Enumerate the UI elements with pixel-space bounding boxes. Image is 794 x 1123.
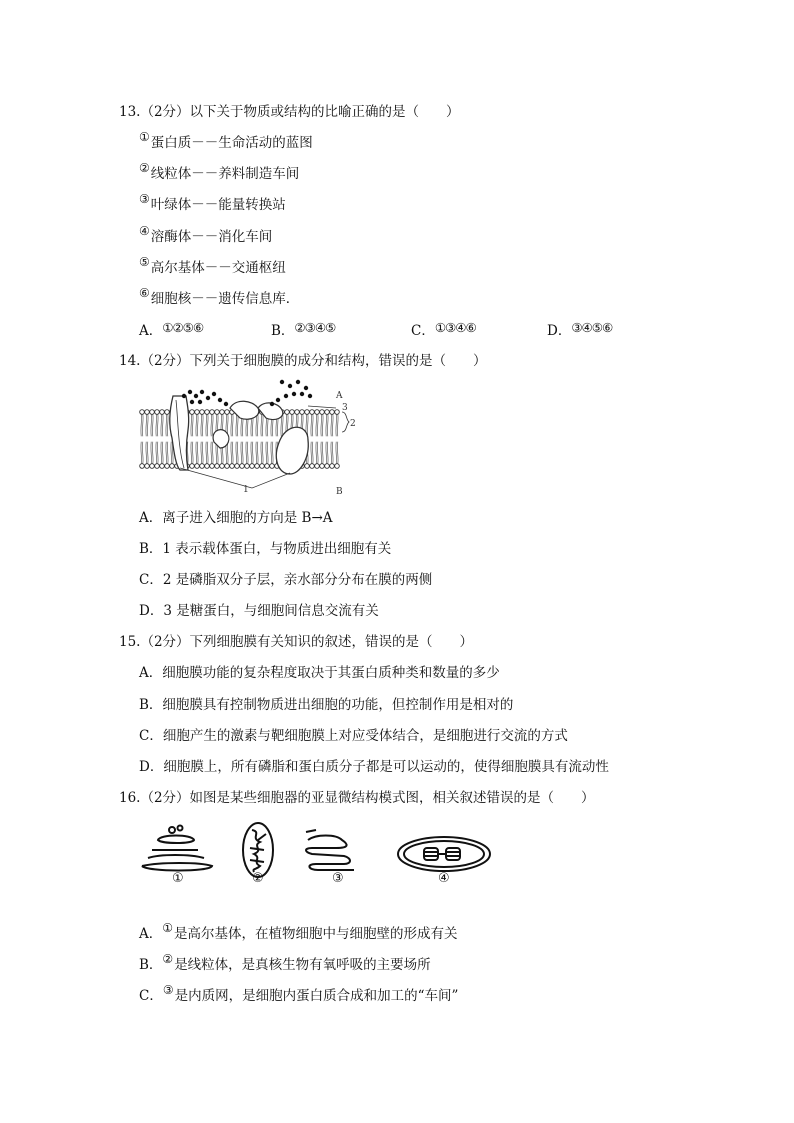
option-value: ③④⑤⑥ <box>571 320 613 335</box>
q13-item-4 <box>139 224 273 246</box>
organelle-diagram <box>140 818 492 886</box>
q13-item-5 <box>139 255 286 277</box>
q13-option-c[interactable] <box>411 322 476 340</box>
option-letter: C． <box>139 988 163 1004</box>
option-mark: ③ <box>162 983 174 997</box>
q13-stem: 13.（2分）以下关于物质或结构的比喻正确的是（ ） <box>119 104 460 120</box>
organelle-label-4: ④ <box>438 871 450 886</box>
q16-option-b[interactable] <box>139 952 431 974</box>
option-value: ①③④⑥ <box>434 320 476 335</box>
item-text: 溶酶体－－消化车间 <box>150 229 273 245</box>
organelle-label-2: ② <box>252 871 264 886</box>
q13-item-1 <box>139 130 313 152</box>
q16-option-a[interactable] <box>139 921 458 943</box>
mitochondrion <box>243 823 273 877</box>
q16-stem: 16.（2分）如图是某些细胞器的亚显微结构模式图，相关叙述错误的是（ ） <box>119 790 595 806</box>
q14-stem: 14.（2分）下列关于细胞膜的成分和结构，错误的是（ ） <box>119 353 487 369</box>
q14-option-b[interactable]: B．1 表示载体蛋白，与物质进出细胞有关 <box>139 541 392 557</box>
option-value: ②③④⑤ <box>294 320 336 335</box>
q14-option-c[interactable]: C．2 是磷脂双分子层，亲水部分分布在膜的两侧 <box>139 572 433 588</box>
item-text: 蛋白质－－生命活动的蓝图 <box>150 135 313 151</box>
item-mark: ② <box>139 161 150 175</box>
q13-option-b[interactable] <box>271 322 335 340</box>
option-letter: B． <box>139 957 163 973</box>
option-text: 是高尔基体，在植物细胞中与细胞壁的形成有关 <box>174 926 458 942</box>
item-mark: ③ <box>139 192 150 206</box>
item-text: 高尔基体－－交通枢纽 <box>150 260 286 276</box>
golgi-apparatus <box>142 826 212 871</box>
option-text: 是内质网，是细胞内蛋白质合成和加工的“车间” <box>174 988 459 1004</box>
item-mark: ④ <box>139 224 150 238</box>
item-text: 线粒体－－养料制造车间 <box>150 166 300 182</box>
peripheral-protein <box>213 430 229 448</box>
label-b: B <box>336 487 343 497</box>
carrier-protein-left <box>170 396 189 470</box>
option-letter: D． <box>547 323 572 339</box>
q13-item-6 <box>139 286 300 308</box>
q16-option-c[interactable] <box>139 983 459 1005</box>
q14-option-d[interactable]: D．3 是糖蛋白，与细胞间信息交流有关 <box>139 603 379 619</box>
q14-option-a[interactable]: A．离子进入细胞的方向是 B→A <box>139 510 333 526</box>
label-2: 2 <box>350 419 356 429</box>
option-letter: B． <box>271 323 295 339</box>
label-1: 1 <box>243 485 249 495</box>
option-letter: A． <box>139 323 163 339</box>
item-mark: ① <box>139 130 150 144</box>
organelle-label-1: ① <box>172 871 184 886</box>
q13-item-2 <box>139 161 300 183</box>
q15-option-a[interactable]: A．细胞膜功能的复杂程度取决于其蛋白质种类和数量的多少 <box>139 665 500 681</box>
option-letter: A． <box>139 926 163 942</box>
q13-option-a[interactable] <box>139 322 203 340</box>
option-text: 是线粒体，是真核生物有氧呼吸的主要场所 <box>174 957 431 973</box>
option-letter: C． <box>411 323 435 339</box>
q15-option-b[interactable]: B．细胞膜具有控制物质进出细胞的功能，但控制作用是相对的 <box>139 697 514 713</box>
option-mark: ② <box>162 952 174 966</box>
organelle-label-3: ③ <box>332 871 344 886</box>
q13-option-d[interactable] <box>547 322 612 340</box>
q15-stem: 15.（2分）下列细胞膜有关知识的叙述，错误的是（ ） <box>119 634 474 650</box>
item-text: 叶绿体－－能量转换站 <box>150 197 286 213</box>
label-3: 3 <box>342 403 348 413</box>
q15-option-d[interactable]: D．细胞膜上，所有磷脂和蛋白质分子都是可以运动的，使得细胞膜具有流动性 <box>139 759 609 775</box>
option-mark: ① <box>162 921 174 935</box>
q15-option-c[interactable]: C．细胞产生的激素与靶细胞膜上对应受体结合，是细胞进行交流的方式 <box>139 728 568 744</box>
chloroplast <box>398 837 490 871</box>
glycoprotein-left <box>230 401 259 419</box>
item-text: 细胞核－－遗传信息库． <box>150 291 300 307</box>
q13-item-3 <box>139 192 286 214</box>
endoplasmic-reticulum <box>306 830 354 870</box>
option-value: ①②⑤⑥ <box>162 320 204 335</box>
item-mark: ⑤ <box>139 255 150 269</box>
cell-membrane-diagram <box>140 378 355 500</box>
label-a: A <box>336 391 343 401</box>
item-mark: ⑥ <box>139 286 150 300</box>
